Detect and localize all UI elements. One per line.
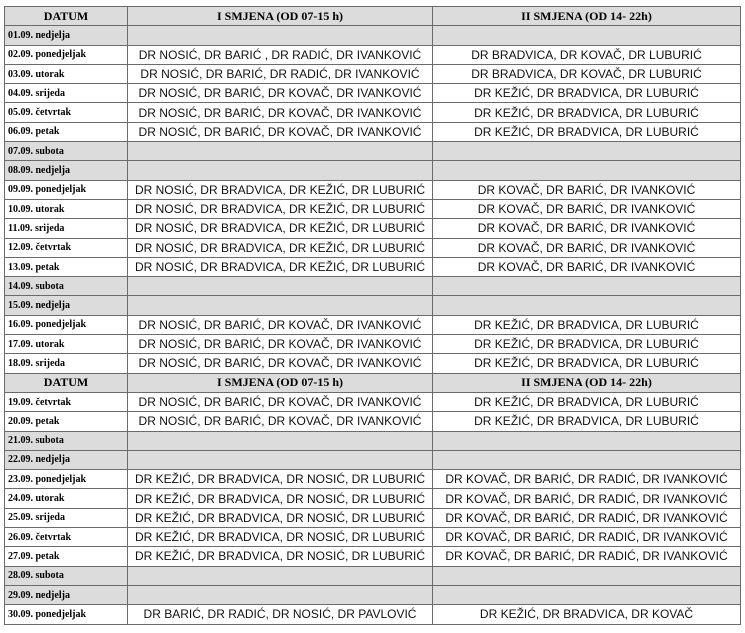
schedule-row [5,199,741,218]
shift1-cell: DR NOSIĆ, DR BARIĆ, DR KOVAČ, DR IVANKOVIĆ [128,84,433,103]
weekend-row [5,161,741,180]
shift1-cell [128,296,433,315]
schedule-row [5,238,741,257]
shift2-cell: DR KOVAČ, DR BARIĆ, DR RADIĆ, DR IVANKOVIĆ [433,470,741,489]
date-cell: 28.09. subota [5,566,128,585]
schedule-row [5,45,741,64]
shift2-header: II SMJENA (OD 14- 22h) [433,7,741,26]
shift2-cell [433,26,741,45]
date-cell: 22.09. nedjelja [5,450,128,469]
shift1-header: I SMJENA (OD 07-15 h) [128,7,433,26]
date-cell: 13.09. petak [5,257,128,276]
shift1-cell: DR KEŽIĆ, DR BRADVICA, DR NOSIĆ, DR LUBURIĆ [128,470,433,489]
shift2-cell [433,431,741,450]
shift1-cell: DR NOSIĆ, DR BARIĆ, DR KOVAČ, DR IVANKOVIĆ [128,122,433,141]
shift1-cell: DR NOSIĆ, DR BARIĆ, DR KOVAČ, DR IVANKOVIĆ [128,103,433,122]
date-cell: 27.09. petak [5,547,128,566]
schedule-row [5,354,741,373]
shift1-header: I SMJENA (OD 07-15 h) [128,373,433,392]
shift1-cell: DR NOSIĆ, DR BRADVICA, DR KEŽIĆ, DR LUBURIĆ [128,257,433,276]
shift-schedule-table [4,6,741,625]
schedule-row [5,257,741,276]
schedule-row [5,335,741,354]
date-cell: 15.09. nedjelja [5,296,128,315]
date-cell: 24.09. utorak [5,489,128,508]
date-cell: 01.09. nedjelja [5,26,128,45]
date-cell: 18.09. srijeda [5,354,128,373]
shift2-cell: DR KEŽIĆ, DR BRADVICA, DR LUBURIĆ [433,392,741,411]
shift2-cell [433,277,741,296]
shift1-cell: DR NOSIĆ, DR BARIĆ, DR KOVAČ, DR IVANKOVIĆ [128,354,433,373]
shift2-cell [433,296,741,315]
date-cell: 08.09. nedjelja [5,161,128,180]
shift1-cell: DR KEŽIĆ, DR BRADVICA, DR NOSIĆ, DR LUBURIĆ [128,528,433,547]
weekend-row [5,26,741,45]
shift2-cell: DR KEŽIĆ, DR BRADVICA, DR LUBURIĆ [433,315,741,334]
shift1-cell: DR BARIĆ, DR RADIĆ, DR NOSIĆ, DR PAVLOVIĆ [128,605,433,624]
shift1-cell: DR NOSIĆ, DR BRADVICA, DR KEŽIĆ, DR LUBURIĆ [128,180,433,199]
shift1-cell: DR NOSIĆ, DR BARIĆ , DR RADIĆ, DR IVANKOVIĆ [128,45,433,64]
weekend-row [5,431,741,450]
schedule-row [5,547,741,566]
date-cell: 20.09. petak [5,412,128,431]
shift1-cell: DR NOSIĆ, DR BRADVICA, DR KEŽIĆ, DR LUBURIĆ [128,219,433,238]
shift1-cell: DR NOSIĆ, DR BARIĆ, DR KOVAČ, DR IVANKOVIĆ [128,335,433,354]
shift2-cell [433,450,741,469]
date-cell: 17.09. utorak [5,335,128,354]
weekend-row [5,566,741,585]
date-cell: 16.09. ponedjeljak [5,315,128,334]
shift2-cell [433,585,741,604]
shift2-cell: DR KEŽIĆ, DR BRADVICA, DR LUBURIĆ [433,122,741,141]
schedule-row [5,412,741,431]
shift2-cell: DR KOVAČ, DR BARIĆ, DR IVANKOVIĆ [433,219,741,238]
date-cell: 02.09. ponedjeljak [5,45,128,64]
date-cell: 05.09. četvrtak [5,103,128,122]
schedule-row [5,392,741,411]
date-cell: 25.09. srijeda [5,508,128,527]
schedule-row [5,103,741,122]
date-cell: 07.09. subota [5,142,128,161]
weekend-row [5,296,741,315]
date-cell: 12.09. četvrtak [5,238,128,257]
schedule-row [5,315,741,334]
shift2-cell [433,142,741,161]
schedule-row [5,508,741,527]
shift1-cell: DR KEŽIĆ, DR BRADVICA, DR NOSIĆ, DR LUBURIĆ [128,547,433,566]
shift2-cell: DR KOVAČ, DR BARIĆ, DR IVANKOVIĆ [433,257,741,276]
schedule-row [5,84,741,103]
date-cell: 21.09. subota [5,431,128,450]
shift1-cell [128,26,433,45]
shift2-cell: DR KEŽIĆ, DR BRADVICA, DR LUBURIĆ [433,84,741,103]
weekend-row [5,585,741,604]
shift1-cell: DR NOSIĆ, DR BARIĆ, DR RADIĆ, DR IVANKOVIĆ [128,64,433,83]
date-cell: 26.09. četvrtak [5,528,128,547]
shift2-cell: DR BRADVICA, DR KOVAČ, DR LUBURIĆ [433,45,741,64]
date-cell: 06.09. petak [5,122,128,141]
shift2-cell: DR KOVAČ, DR BARIĆ, DR RADIĆ, DR IVANKOVIĆ [433,547,741,566]
date-cell: 03.09. utorak [5,64,128,83]
date-cell: 11.09. srijeda [5,219,128,238]
date-cell: 23.09. ponedjeljak [5,470,128,489]
shift2-cell: DR KOVAČ, DR BARIĆ, DR RADIĆ, DR IVANKOVIĆ [433,489,741,508]
shift2-cell: DR KEŽIĆ, DR BRADVICA, DR KOVAČ [433,605,741,624]
datum-header: DATUM [5,7,128,26]
schedule-row [5,489,741,508]
shift2-cell [433,566,741,585]
date-cell: 10.09. utorak [5,199,128,218]
datum-header: DATUM [5,373,128,392]
shift1-cell [128,431,433,450]
shift1-cell: DR NOSIĆ, DR BRADVICA, DR KEŽIĆ, DR LUBURIĆ [128,199,433,218]
shift2-cell [433,161,741,180]
schedule-row [5,122,741,141]
shift1-cell [128,277,433,296]
shift2-cell: DR KOVAČ, DR BARIĆ, DR IVANKOVIĆ [433,199,741,218]
schedule-row [5,605,741,624]
schedule-body [5,26,741,624]
shift2-cell: DR KOVAČ, DR BARIĆ, DR IVANKOVIĆ [433,180,741,199]
date-cell: 04.09. srijeda [5,84,128,103]
shift1-cell: DR NOSIĆ, DR BARIĆ, DR KOVAČ, DR IVANKOVIĆ [128,412,433,431]
shift2-cell: DR KEŽIĆ, DR BRADVICA, DR LUBURIĆ [433,103,741,122]
shift2-cell: DR KOVAČ, DR BARIĆ, DR IVANKOVIĆ [433,238,741,257]
schedule-row [5,64,741,83]
shift2-cell: DR KOVAČ, DR BARIĆ, DR RADIĆ, DR IVANKOVIĆ [433,508,741,527]
shift2-cell: DR KEŽIĆ, DR BRADVICA, DR LUBURIĆ [433,354,741,373]
shift2-cell: DR KEŽIĆ, DR BRADVICA, DR LUBURIĆ [433,412,741,431]
weekend-row [5,450,741,469]
shift1-cell: DR NOSIĆ, DR BRADVICA, DR KEŽIĆ, DR LUBURIĆ [128,238,433,257]
schedule-row [5,180,741,199]
date-cell: 30.09. ponedjeljak [5,605,128,624]
shift1-cell [128,161,433,180]
date-cell: 14.09. subota [5,277,128,296]
schedule-row [5,219,741,238]
shift2-cell: DR KEŽIĆ, DR BRADVICA, DR LUBURIĆ [433,335,741,354]
shift1-cell [128,566,433,585]
shift1-cell [128,585,433,604]
weekend-row [5,277,741,296]
shift2-header: II SMJENA (OD 14- 22h) [433,373,741,392]
shift1-cell: DR NOSIĆ, DR BARIĆ, DR KOVAČ, DR IVANKOVIĆ [128,392,433,411]
schedule-row [5,470,741,489]
shift1-cell: DR KEŽIĆ, DR BRADVICA, DR NOSIĆ, DR LUBURIĆ [128,508,433,527]
repeated-header-row [5,373,741,392]
shift1-cell [128,142,433,161]
shift1-cell: DR KEŽIĆ, DR BRADVICA, DR NOSIĆ, DR LUBURIĆ [128,489,433,508]
date-cell: 19.09. četvrtak [5,392,128,411]
schedule-row [5,528,741,547]
shift1-cell: DR NOSIĆ, DR BARIĆ, DR KOVAČ, DR IVANKOVIĆ [128,315,433,334]
shift1-cell [128,450,433,469]
shift2-cell: DR KOVAČ, DR BARIĆ, DR RADIĆ, DR IVANKOVIĆ [433,528,741,547]
header-row [5,7,741,26]
weekend-row [5,142,741,161]
shift2-cell: DR BRADVICA, DR KOVAČ, DR LUBURIĆ [433,64,741,83]
date-cell: 29.09. nedjelja [5,585,128,604]
date-cell: 09.09. ponedjeljak [5,180,128,199]
